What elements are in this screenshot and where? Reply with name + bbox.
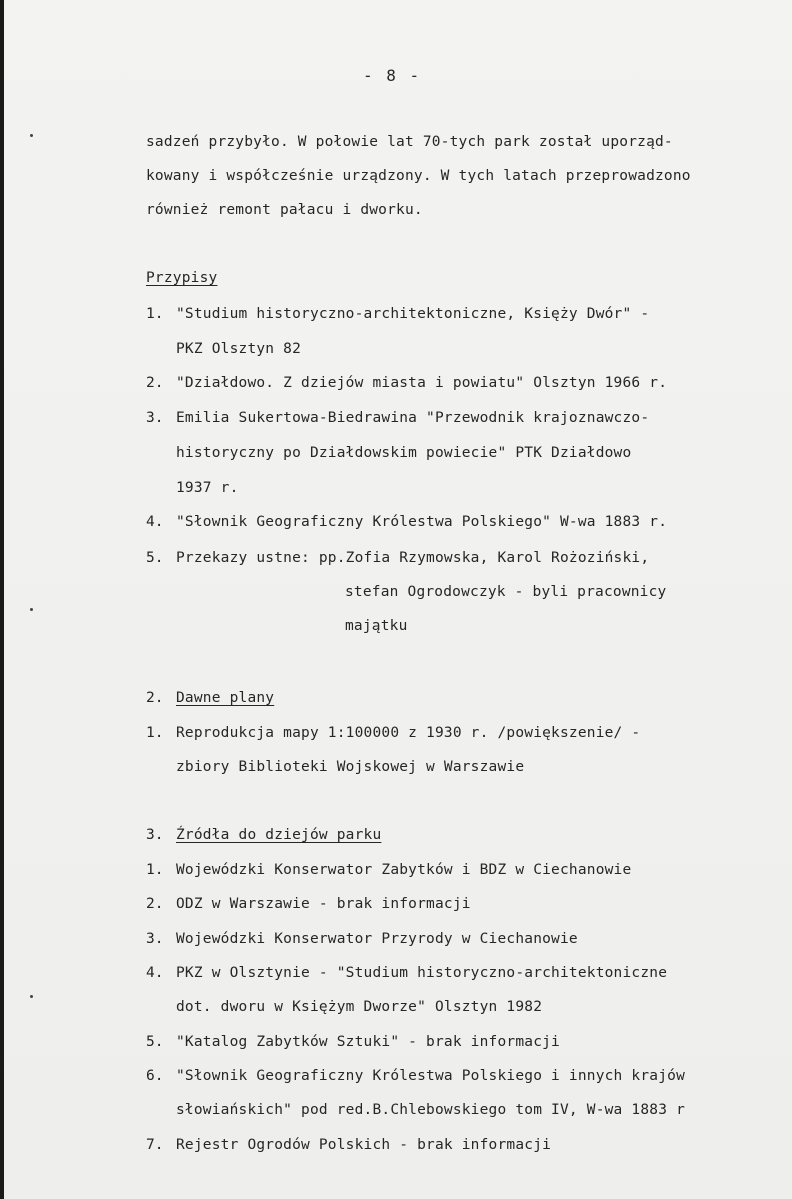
section-heading: Źródła do dziejów parku — [176, 827, 382, 843]
list-item-line: Rejestr Ogrodów Polskich - brak informacji — [176, 1137, 552, 1153]
footnote-number: 1. — [146, 306, 164, 322]
list-item-number: 6. — [146, 1068, 164, 1084]
footnote-number: 2. — [146, 375, 164, 391]
section-number: 3. — [146, 827, 164, 843]
paragraph-line: kowany i współcześnie urządzony. W tych latach przeprowadzono — [146, 168, 691, 184]
footnote-line: majątku — [345, 618, 408, 634]
list-item-number: 2. — [146, 896, 164, 912]
footnote-line: 1937 r. — [176, 480, 239, 496]
list-item-number: 1. — [146, 725, 164, 741]
list-item-line: zbiory Biblioteki Wojskowej w Warszawie — [176, 759, 525, 775]
paragraph-line: sadzeń przybyło. W połowie lat 70-tych park został uporząd- — [146, 134, 673, 150]
footnote-line: Przekazy ustne: pp.Zofia Rzymowska, Karol Rożoziński, — [176, 550, 650, 566]
scan-border — [0, 0, 4, 1199]
list-item-number: 3. — [146, 931, 164, 947]
punch-mark — [30, 995, 33, 998]
footnotes-heading: Przypisy — [146, 270, 218, 286]
list-item-line: Wojewódzki Konserwator Zabytków i BDZ w Ciechanowie — [176, 862, 632, 878]
list-item-line: dot. dworu w Księżym Dworze" Olsztyn 1982 — [176, 999, 543, 1015]
list-item-number: 7. — [146, 1137, 164, 1153]
footnote-line: PKZ Olsztyn 82 — [176, 341, 302, 357]
footnote-line: "Studium historyczno-architektoniczne, Księży Dwór" - — [176, 306, 650, 322]
list-item-line: słowiańskich" pod red.B.Chlebowskiego tom IV, W-wa 1883 r — [176, 1102, 685, 1118]
section-heading: Dawne plany — [176, 690, 275, 706]
page-number: - 8 - — [363, 66, 422, 85]
list-item-line: Wojewódzki Konserwator Przyrody w Ciechanowie — [176, 931, 578, 947]
list-item-line: "Słownik Geograficzny Królestwa Polskiego i innych krajów — [176, 1068, 685, 1084]
list-item-number: 4. — [146, 965, 164, 981]
footnote-line: stefan Ogrodowczyk - byli pracownicy — [345, 584, 667, 600]
footnote-number: 4. — [146, 514, 164, 530]
paragraph-line: również remont pałacu i dworku. — [146, 202, 423, 218]
footnote-line: Emilia Sukertowa-Biedrawina "Przewodnik krajoznawczo- — [176, 410, 650, 426]
punch-mark — [30, 608, 33, 611]
section-number: 2. — [146, 690, 164, 706]
footnote-line: historyczny po Działdowskim powiecie" PTK Działdowo — [176, 445, 632, 461]
list-item-number: 5. — [146, 1034, 164, 1050]
list-item-line: Reprodukcja mapy 1:100000 z 1930 r. /powiększenie/ - — [176, 725, 641, 741]
footnote-line: "Słownik Geograficzny Królestwa Polskiego" W-wa 1883 r. — [176, 514, 668, 530]
punch-mark — [30, 134, 33, 137]
footnote-line: "Działdowo. Z dziejów miasta i powiatu" Olsztyn 1966 r. — [176, 375, 668, 391]
footnote-number: 5. — [146, 550, 164, 566]
list-item-line: ODZ w Warszawie - brak informacji — [176, 896, 471, 912]
footnote-number: 3. — [146, 410, 164, 426]
list-item-line: PKZ w Olsztynie - "Studium historyczno-architektoniczne — [176, 965, 668, 981]
list-item-line: "Katalog Zabytków Sztuki" - brak informacji — [176, 1034, 560, 1050]
list-item-number: 1. — [146, 862, 164, 878]
